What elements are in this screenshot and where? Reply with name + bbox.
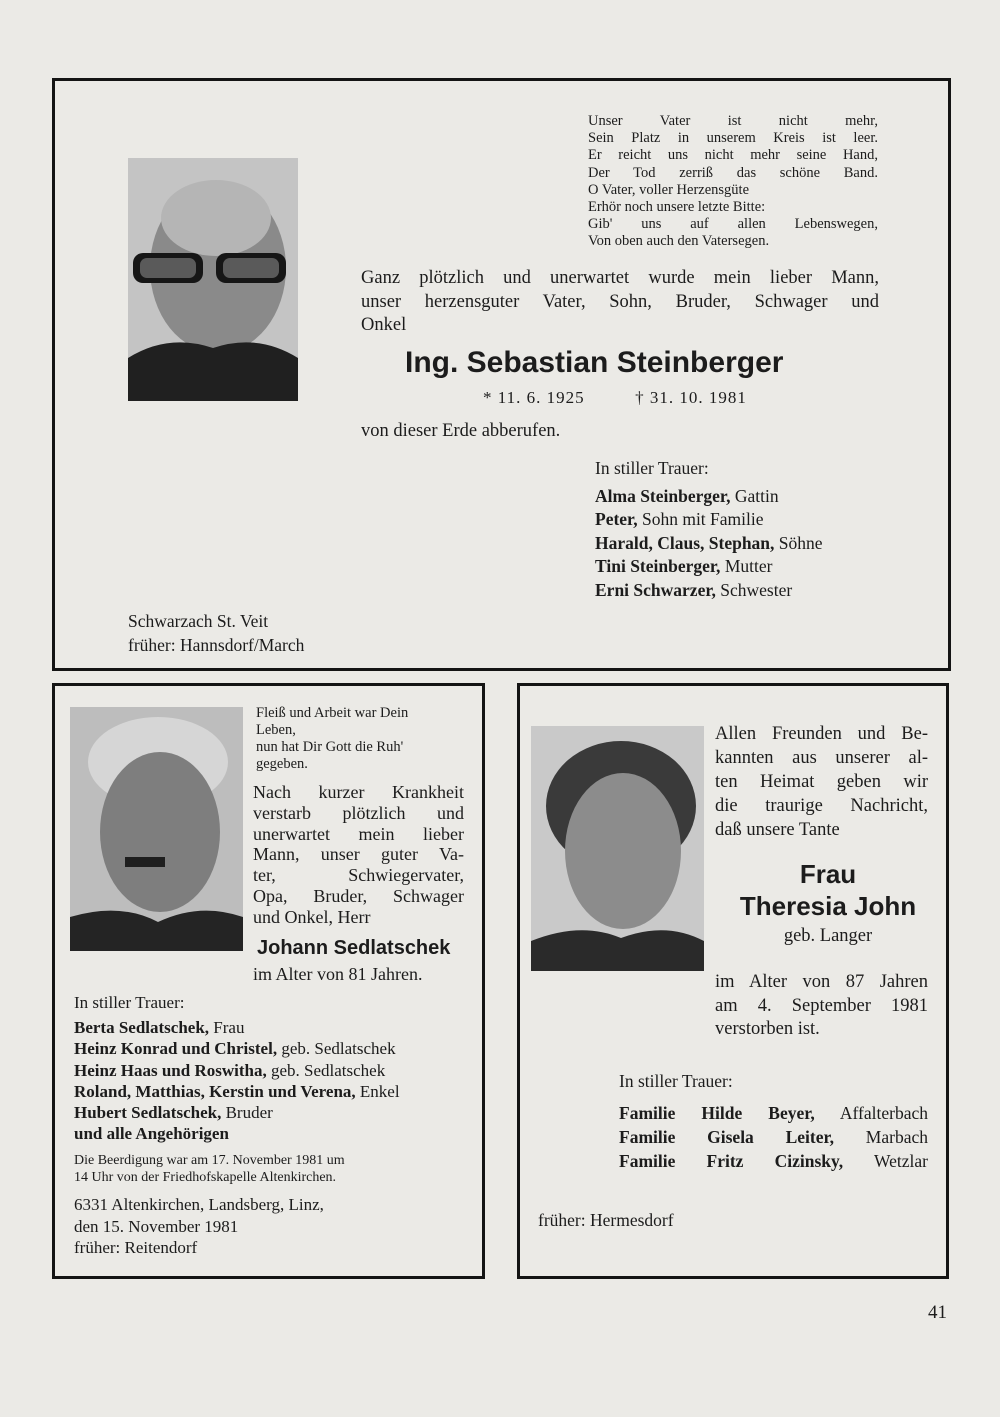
mourner-name: Heinz Konrad und Christel, xyxy=(74,1039,278,1059)
mourner-name: Tini Steinberger, xyxy=(595,556,721,576)
mourner-name: Roland, Matthias, Kerstin und Verena, xyxy=(74,1081,356,1101)
mourners-list xyxy=(595,457,823,602)
portrait-photo-john xyxy=(531,726,704,971)
poem xyxy=(588,113,878,251)
mourning-title: In stiller Trauer: xyxy=(619,1071,733,1091)
deceased-title: Frau xyxy=(799,859,857,889)
mourner-entry xyxy=(74,1102,400,1123)
portrait-photo-steinberger-image xyxy=(128,158,298,401)
deceased-fullname: Theresia John xyxy=(739,891,917,921)
deceased-name: Johann Sedlatschek xyxy=(257,937,451,959)
called-away-text: von dieser Erde abberufen. xyxy=(361,421,561,441)
former-home: früher: Hannsdorf/March xyxy=(128,634,305,655)
deceased-name: Ing. Sebastian Steinberger xyxy=(405,346,784,379)
portrait-photo-steinberger xyxy=(128,158,298,401)
mourner-name: Erni Schwarzer, xyxy=(595,579,716,600)
announcement-text xyxy=(253,782,464,928)
announcement-line: Allen Freunden und Be- xyxy=(715,724,928,744)
portrait-photo-john-image xyxy=(531,726,704,971)
poem-line: Gib' uns auf allen Lebenswegen, xyxy=(588,216,878,233)
obituary-steinberger xyxy=(52,78,951,671)
portrait-photo-sedlatschek-image xyxy=(70,707,243,951)
mourner-entry xyxy=(619,1101,928,1125)
place-info xyxy=(74,1194,324,1259)
place-line: den 15. November 1981 xyxy=(74,1216,239,1236)
mourning-title: In stiller Trauer: xyxy=(595,458,709,478)
mourner-relation: Söhne xyxy=(774,532,823,553)
announcement-line: ten Heimat geben wir xyxy=(715,772,928,792)
age-line: am 4. September 1981 xyxy=(715,995,928,1016)
poem-line: Unser Vater ist nicht mehr, xyxy=(588,113,878,129)
mourner-relation: Schwester xyxy=(715,579,793,600)
announcement-text xyxy=(715,722,928,842)
mourner-name: Familie Gisela Leiter, xyxy=(619,1127,835,1147)
obituary-john xyxy=(517,683,949,1279)
mourning-title: In stiller Trauer: xyxy=(74,993,185,1012)
portrait-photo-sedlatschek xyxy=(70,707,243,951)
announcement-line: Onkel xyxy=(361,315,407,335)
poem-line: Leben, xyxy=(256,722,296,738)
announcement-line: unerwartet mein lieber xyxy=(253,823,464,844)
mourner-entry xyxy=(619,1125,928,1149)
announcement-line: ter, Schwiegervater, xyxy=(253,865,464,886)
mourner-relation: Sohn mit Familie xyxy=(637,509,764,529)
birth-date: * 11. 6. 1925 xyxy=(483,388,585,407)
mourner-entry xyxy=(74,1081,400,1102)
mourner-entry xyxy=(595,532,823,556)
mourner-name: Alma Steinberger, xyxy=(595,485,731,506)
mourner-entry xyxy=(74,1017,400,1038)
funeral-notice xyxy=(74,1152,345,1186)
age-line: verstorben ist. xyxy=(715,1019,820,1039)
age-line: im Alter von 87 Jahren xyxy=(715,972,928,992)
mourner-name: Berta Sedlatschek, xyxy=(74,1018,210,1038)
age-text xyxy=(715,971,928,1042)
mourner-entries xyxy=(619,1101,928,1173)
mourner-name: Familie Fritz Cizinsky, xyxy=(619,1151,844,1171)
former-home: früher: Hermesdorf xyxy=(538,1210,674,1230)
announcement-line: unser herzensguter Vater, Sohn, Bruder, Schwager und xyxy=(361,291,879,312)
place-line: früher: Reitendorf xyxy=(74,1238,198,1257)
mourner-relation: Frau xyxy=(209,1018,245,1038)
announcement-line: Nach kurzer Krankheit xyxy=(253,782,464,802)
page-number: 41 xyxy=(928,1302,947,1323)
announcement-line: die traurige Nachricht, xyxy=(715,796,928,816)
mourner-entry xyxy=(74,1038,400,1059)
poem-line: gegeben. xyxy=(256,756,308,772)
poem-line: Der Tod zerriß das schöne Band. xyxy=(588,164,878,181)
poem-line: Er reicht uns nicht mehr seine Hand, xyxy=(588,147,878,164)
poem-line: nun hat Dir Gott die Ruh' xyxy=(256,739,404,755)
mourner-relation: geb. Sedlatschek xyxy=(266,1060,386,1080)
announcement-line: verstarb plötzlich und xyxy=(253,802,464,823)
mourner-entry xyxy=(619,1149,928,1173)
mourner-entry xyxy=(595,579,823,603)
funeral-line: 14 Uhr von der Friedhofskapelle Altenkirchen. xyxy=(74,1170,337,1185)
place: Schwarzach St. Veit xyxy=(128,611,269,631)
mourner-relation: Mutter xyxy=(720,556,773,576)
poem-line: Erhör noch unsere letzte Bitte: xyxy=(588,199,766,216)
obituary-sedlatschek xyxy=(52,683,485,1279)
poem-line: Von oben auch den Vatersegen. xyxy=(588,233,770,250)
poem-line: O Vater, voller Herzensgüte xyxy=(588,181,750,198)
mourner-name: Hubert Sedlatschek, xyxy=(74,1103,222,1123)
death-date: † 31. 10. 1981 xyxy=(635,388,747,407)
maiden-name: geb. Langer xyxy=(783,926,873,946)
mourner-relation: Enkel xyxy=(355,1081,400,1101)
mourner-name: und alle Angehörigen xyxy=(74,1124,229,1144)
poem-line: Fleiß und Arbeit war Dein xyxy=(256,705,409,721)
mourner-entry xyxy=(74,1123,400,1144)
mourner-relation: Marbach xyxy=(834,1127,928,1147)
age-text: im Alter von 81 Jahren. xyxy=(253,964,423,984)
mourners-list xyxy=(74,992,400,1144)
mourner-relation: Gattin xyxy=(730,485,779,506)
announcement-line: Opa, Bruder, Schwager xyxy=(253,885,464,906)
mourner-relation: Bruder xyxy=(221,1103,273,1123)
deceased-name xyxy=(715,858,941,922)
mourner-name: Familie Hilde Beyer, xyxy=(619,1103,815,1123)
poem-line: Sein Platz in unserem Kreis ist leer. xyxy=(588,130,878,147)
mourner-name: Heinz Haas und Roswitha, xyxy=(74,1060,267,1080)
mourners-list xyxy=(619,1069,928,1173)
place-info xyxy=(128,610,304,657)
mourner-entry xyxy=(74,1060,400,1081)
mourner-entry xyxy=(595,485,823,509)
funeral-line: Die Beerdigung war am 17. November 1981 um xyxy=(74,1153,345,1168)
mourner-entry xyxy=(595,555,823,579)
mourner-entry xyxy=(595,508,823,532)
poem-lines xyxy=(588,113,878,251)
mourner-name: Peter, xyxy=(595,509,638,529)
announcement-line: kannten aus unserer al- xyxy=(715,748,928,768)
announcement-line: und Onkel, Herr xyxy=(253,906,371,927)
announcement-line: Mann, unser guter Va- xyxy=(253,844,464,865)
mourner-relation: Affalterbach xyxy=(814,1103,928,1123)
life-dates xyxy=(483,388,747,408)
announcement-line: Ganz plötzlich und unerwartet wurde mein lieber Mann, xyxy=(361,268,879,288)
poem xyxy=(256,705,408,773)
mourner-entries xyxy=(74,1017,400,1144)
mourner-relation: Wetzlar xyxy=(843,1151,929,1171)
announcement-line: daß unsere Tante xyxy=(715,820,840,840)
announcement-text xyxy=(361,267,879,338)
place-line: 6331 Altenkirchen, Landsberg, Linz, xyxy=(74,1195,324,1214)
mourner-name: Harald, Claus, Stephan, xyxy=(595,532,775,553)
mourner-relation: geb. Sedlatschek xyxy=(277,1039,396,1059)
